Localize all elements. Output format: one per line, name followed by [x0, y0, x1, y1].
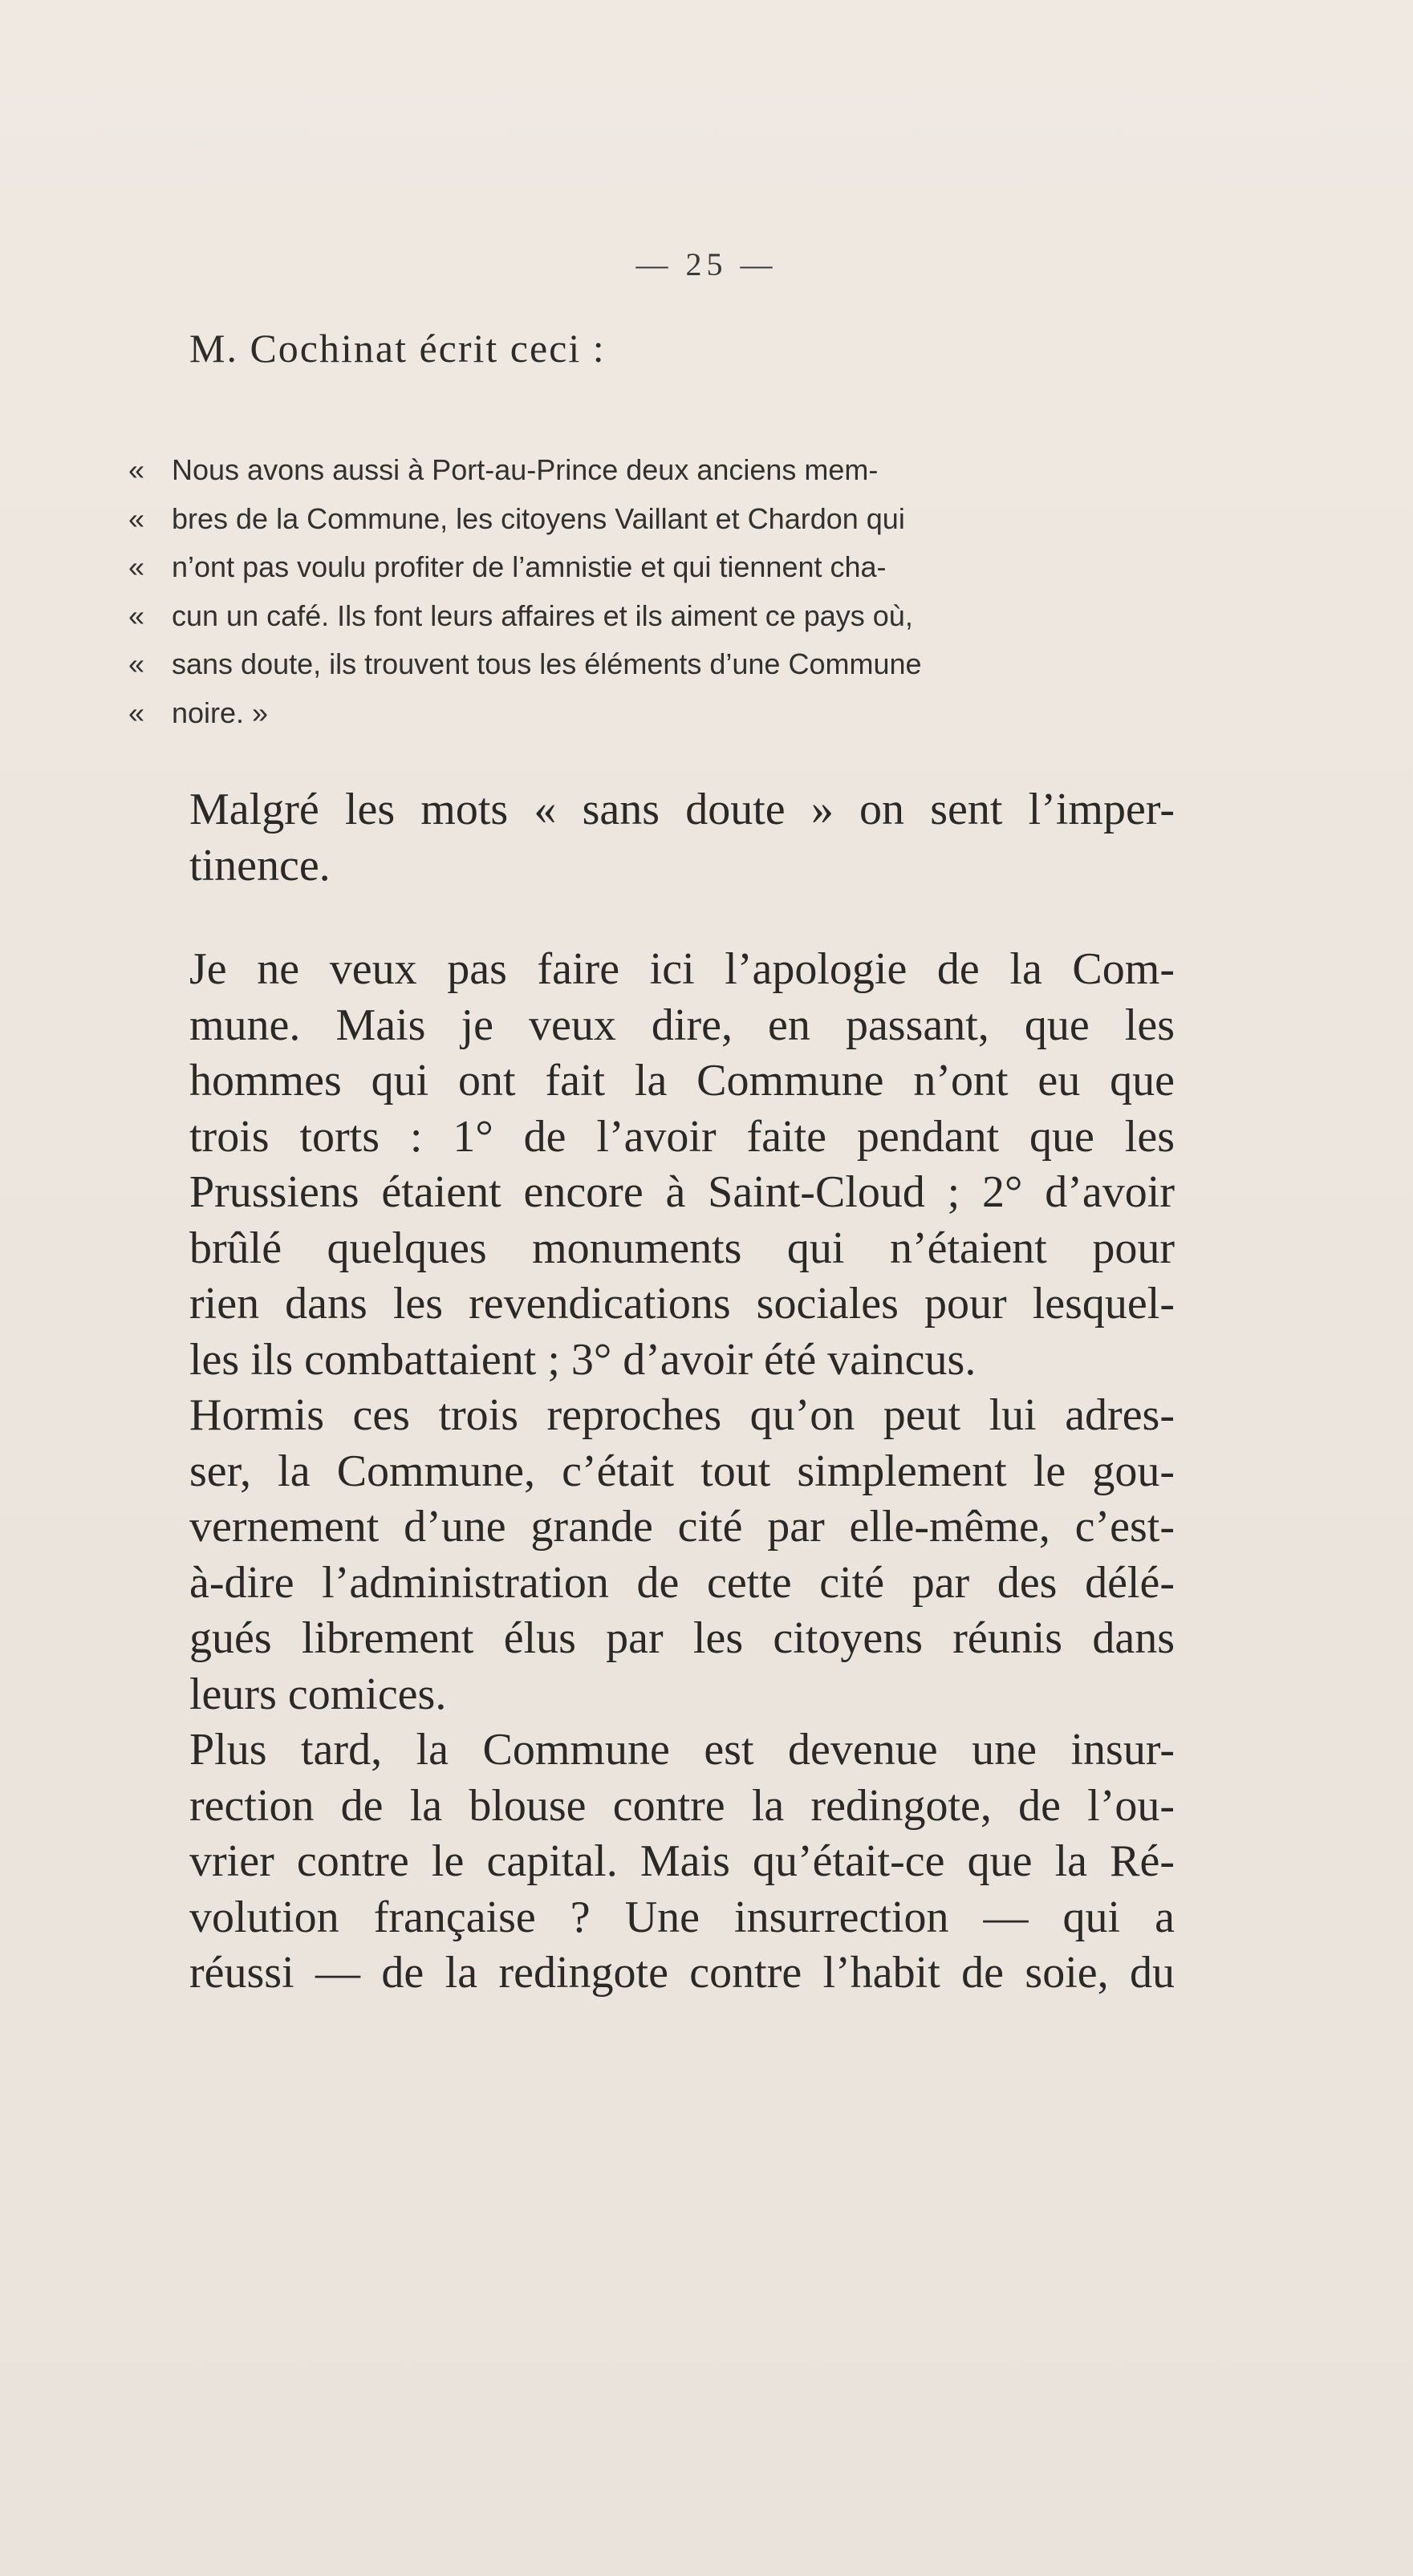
quote-line: [128, 543, 922, 592]
text-line: vernement d’une grande cité par elle-même, c’est-: [189, 1502, 1175, 1552]
paragraph-3: [189, 1388, 1175, 1722]
quote-mark: «: [128, 647, 145, 680]
text-line: rection de la blouse contre la redingote, de l’ou-: [189, 1780, 1175, 1831]
quote-text: noire. »: [172, 696, 269, 729]
quote-text: Nous avons aussi à Port-au-Prince deux anciens mem-: [172, 453, 879, 486]
text-line: leurs comices.: [189, 1669, 447, 1719]
text-line: Prussiens étaient encore à Saint-Cloud ; 2° d’avoir: [189, 1167, 1175, 1217]
quote-mark: «: [128, 598, 145, 632]
text-line: ser, la Commune, c’était tout simplement le gou-: [189, 1446, 1175, 1496]
quote-line: [128, 689, 922, 738]
quote-text: cun un café. Ils font leurs affaires et ils aiment ce pays où,: [172, 598, 913, 632]
text-line: gués librement élus par les citoyens réunis dans: [189, 1613, 1175, 1663]
paragraph-1: [189, 782, 1175, 894]
text-line: vrier contre le capital. Mais qu’était-ce que la Ré-: [189, 1836, 1175, 1886]
quote-mark: «: [128, 550, 145, 583]
text-line: rien dans les revendications sociales pour lesquel-: [189, 1279, 1175, 1329]
quote-line: [128, 592, 922, 641]
quote-mark: «: [128, 501, 145, 535]
quote-line: [128, 495, 922, 544]
quote-text: bres de la Commune, les citoyens Vaillant et Chardon qui: [172, 501, 905, 535]
text-line: Plus tard, la Commune est devenue une insur-: [189, 1725, 1175, 1775]
text-line: brûlé quelques monuments qui n’étaient pour: [189, 1223, 1175, 1273]
paragraph-4: [189, 1722, 1175, 2002]
text-line: tinence.: [189, 840, 331, 890]
quote-line: [128, 446, 922, 495]
text-line: Hormis ces trois reproches qu’on peut lui adres-: [189, 1390, 1175, 1440]
quote-line: [128, 640, 922, 689]
page-number: — 25 —: [635, 246, 778, 282]
text-line: Je ne veux pas faire ici l’apologie de la Com-: [189, 944, 1175, 994]
quote-mark: «: [128, 453, 145, 486]
paragraph-2: [189, 942, 1175, 1388]
text-line: trois torts : 1° de l’avoir faite pendant que les: [189, 1111, 1175, 1162]
text-line: mune. Mais je veux dire, en passant, que les: [189, 1000, 1175, 1050]
text-line: hommes qui ont fait la Commune n’ont eu que: [189, 1056, 1175, 1105]
quote-mark: «: [128, 696, 145, 729]
text-line: réussi — de la redingote contre l’habit de soie, du: [189, 1948, 1175, 1998]
text-line: Malgré les mots « sans doute » on sent l’imper-: [189, 785, 1175, 834]
intro-line: M. Cochinat écrit ceci :: [189, 326, 606, 371]
quote-text: sans doute, ils trouvent tous les éléments d’une Commune: [172, 647, 922, 680]
text-line: les ils combattaient ; 3° d’avoir été vaincus.: [189, 1334, 977, 1385]
quotation-block: [128, 446, 922, 737]
quote-text: n’ont pas voulu profiter de l’amnistie et qui tiennent cha-: [172, 550, 887, 583]
text-line: volution française ? Une insurrection — qui a: [189, 1892, 1175, 1942]
text-line: à-dire l’administration de cette cité par des délé-: [189, 1557, 1175, 1608]
paragraph-gap: [189, 894, 1175, 942]
body-text: [189, 782, 1175, 2002]
